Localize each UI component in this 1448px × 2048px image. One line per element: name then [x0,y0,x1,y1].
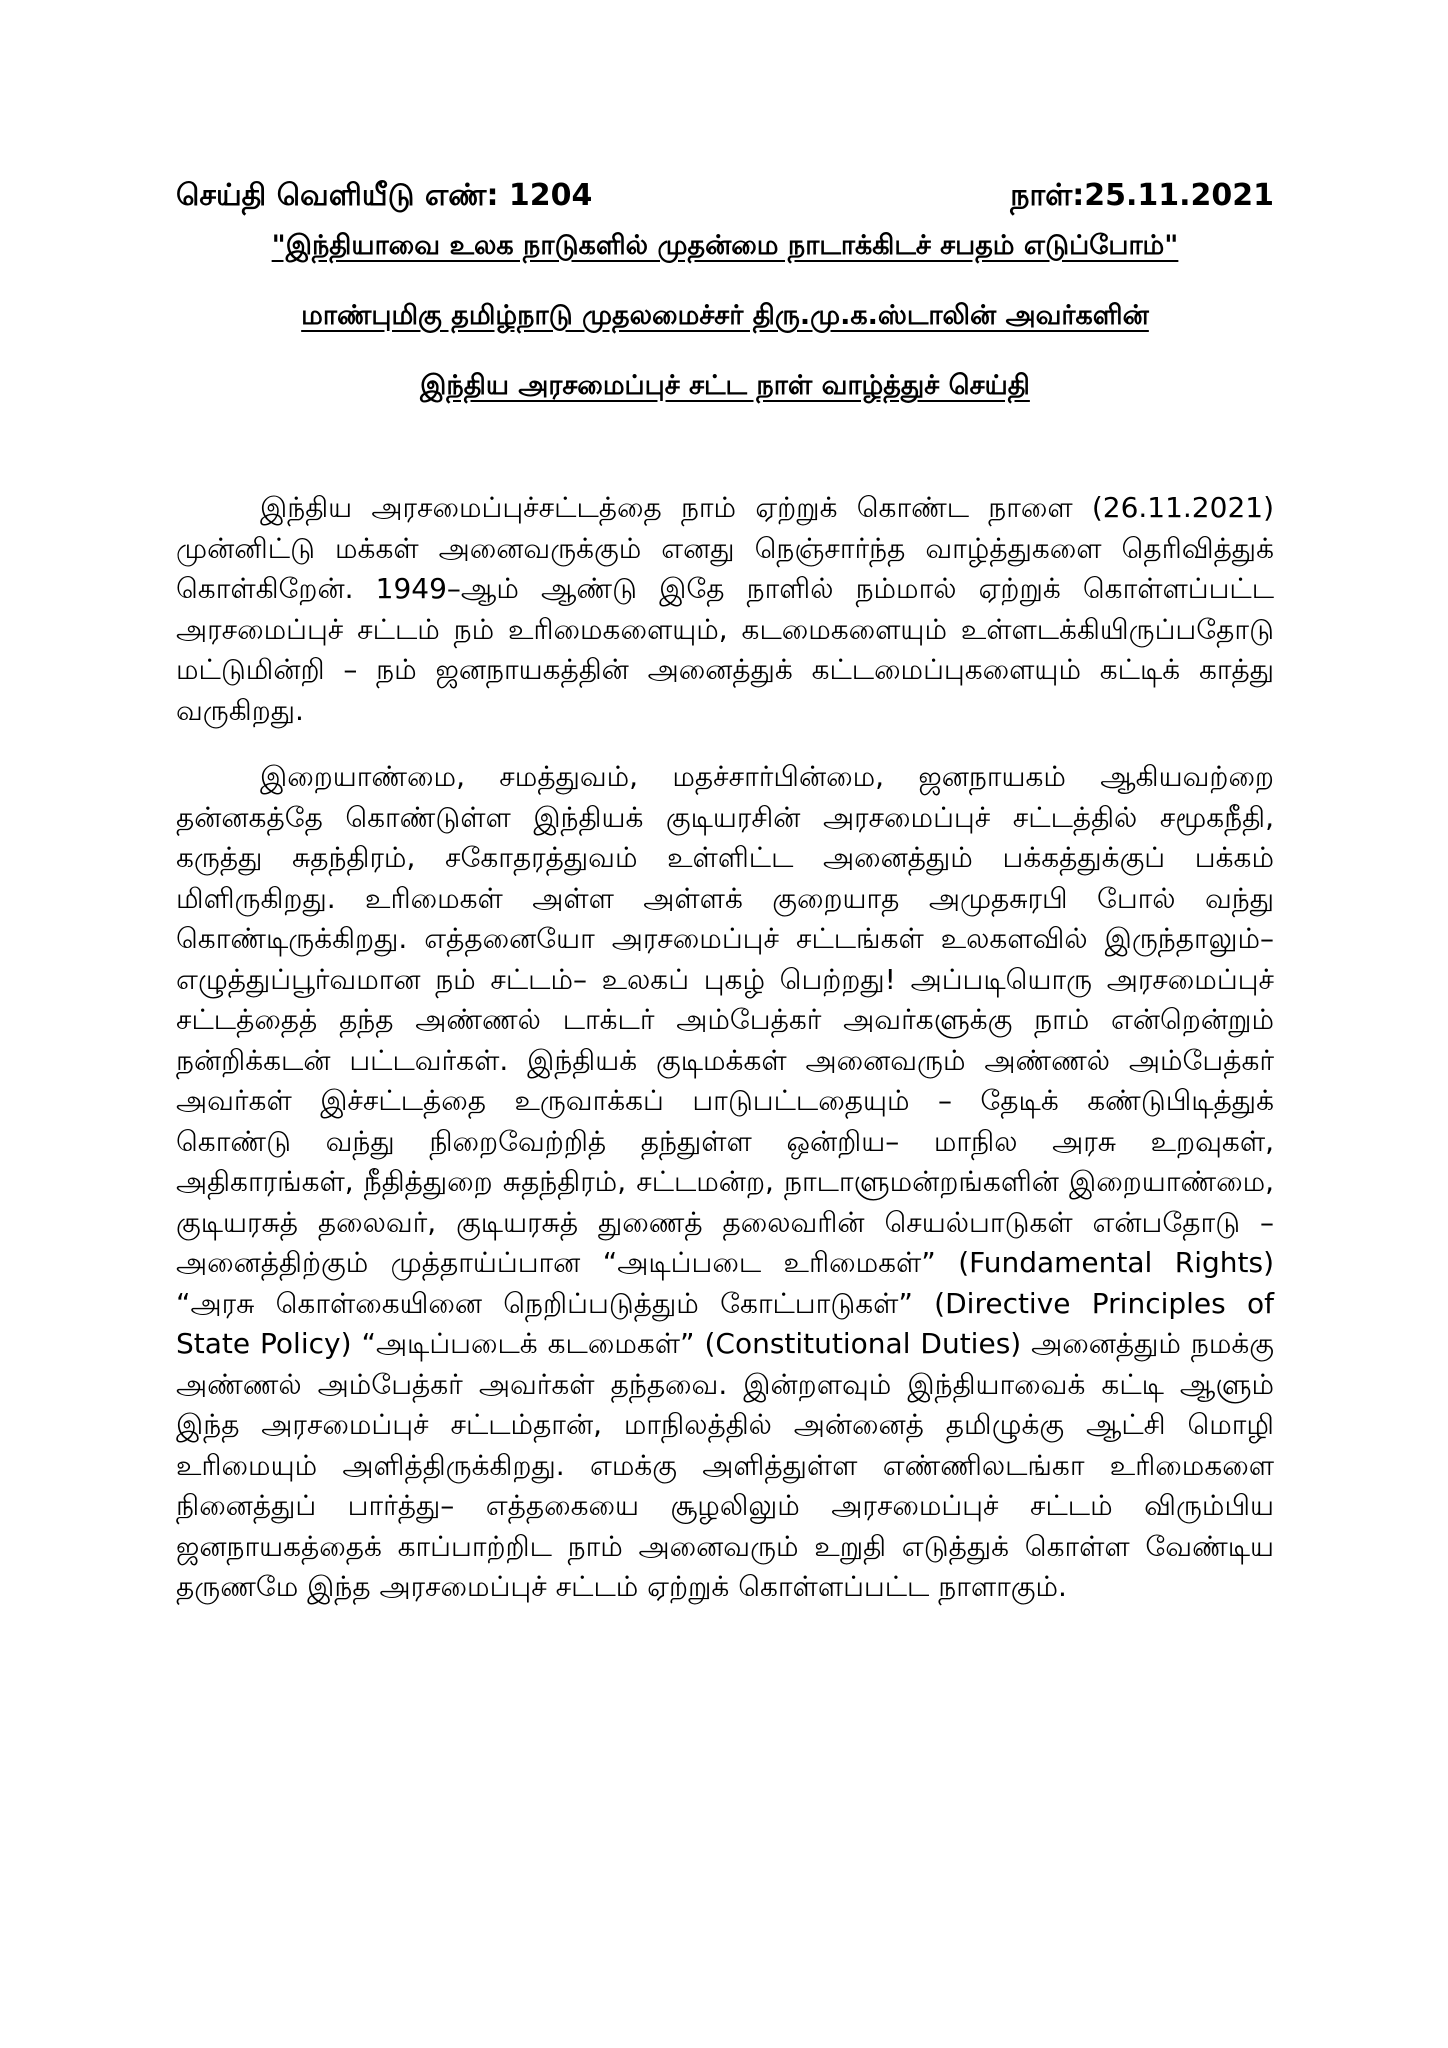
headline-quote: "இந்தியாவை உலக நாடுகளில் முதன்மை நாடாக்கிடச் சபதம் எடுப்போம்" [271,230,1179,261]
paragraph: இறையாண்மை, சமத்துவம், மதச்சார்பின்மை, ஜனநாயகம் ஆகியவற்றை தன்னகத்தே கொண்டுள்ள இந்தியக் குடியரசின் அரசமைப்புச் சட்டத்தில் சமூகநீதி, கருத்து சுதந்திரம், சகோதரத்துவம் உள்ளிட்ட அனைத்தும் பக்கத்துக்குப் பக்கம் மிளிருகிறது. உரிமைகள் அள்ள அள்ளக் குறையாத அமுதசுரபி போல் வந்து கொண்டிருக்கிறது. எத்தனையோ அரசமைப்புச் சட்டங்கள் உலகளவில் இருந்தாலும்– எழுத்துப்பூர்வமான நம் சட்டம்– உலகப் புகழ் பெற்றது! அப்படியொரு அரசமைப்புச் சட்டத்தைத் தந்த அண்ணல் டாக்டர் அம்பேத்கர் அவர்களுக்கு நாம் என்றென்றும் நன்றிக்கடன் பட்டவர்கள். இந்தியக் குடிமக்கள் அனைவரும் அண்ணல் அம்பேத்கர் அவர்கள் இச்சட்டத்தை உருவாக்கப் பாடுபட்டதையும் – தேடிக் கண்டுபிடித்துக் கொண்டு வந்து நிறைவேற்றித் தந்துள்ள ஒன்றிய– மாநில அரசு உறவுகள், அதிகாரங்கள், நீதித்துறை சுதந்திரம், சட்டமன்ற, நாடாளுமன்றங்களின் இறையாண்மை, குடியரசுத் தலைவர், குடியரசுத் துணைத் தலைவரின் செயல்பாடுகள் என்பதோடு – அனைத்திற்கும் முத்தாய்ப்பான “அடிப்படை உரிமைகள்” (Fundamental Rights) “அரசு கொள்கையினை நெறிப்படுத்தும் கோட்பாடுகள்” (Directive Principles of State Policy) “அடிப்படைக் கடமைகள்” (Constitutional Duties) அனைத்தும் நமக்கு அண்ணல் அம்பேத்கர் அவர்கள் தந்தவை. இன்றளவும் இந்தியாவைக் கட்டி ஆளும் இந்த அரசமைப்புச் சட்டம்தான், மாநிலத்தில் அன்னைத் தமிழுக்கு ஆட்சி மொழி உரிமையும் அளித்திருக்கிறது. எமக்கு அளித்துள்ள எண்ணிலடங்கா உரிமைகளை நினைத்துப் பார்த்து– எத்தகையை சூழலிலும் அரசமைப்புச் சட்டம் விரும்பிய ஜனநாயகத்தைக் காப்பாற்றிட நாம் அனைவரும் உறுதி எடுத்துக் கொள்ள வேண்டிய தருணமே இந்த அரசமைப்புச் சட்டம் ஏற்றுக் கொள்ளப்பட்ட நாளாகும். [176,760,1274,1603]
headline-subject: இந்திய அரசமைப்புச் சட்ட நாள் வாழ்த்துச் செய்தி [420,370,1030,401]
release-number: செய்தி வெளியீடு எண்: 1204 [176,178,593,213]
message-body [176,488,1274,1634]
headline-author: மாண்புமிகு தமிழ்நாடு முதலமைச்சர் திரு.மு.க.ஸ்டாலின் அவர்களின் [301,300,1149,331]
paragraph: இந்திய அரசமைப்புச்சட்டத்தை நாம் ஏற்றுக் கொண்ட நாளை (26.11.2021) முன்னிட்டு மக்கள் அனைவருக்கும் எனது நெஞ்சார்ந்த வாழ்த்துகளை தெரிவித்துக் கொள்கிறேன். 1949–ஆம் ஆண்டு இதே நாளில் நம்மால் ஏற்றுக் கொள்ளப்பட்ட அரசமைப்புச் சட்டம் நம் உரிமைகளையும், கடமைகளையும் உள்ளடக்கியிருப்பதோடு மட்டுமின்றி – நம் ஜனநாயகத்தின் அனைத்துக் கட்டமைப்புகளையும் கட்டிக் காத்து வருகிறது. [176,491,1274,727]
press-release-header [176,176,1274,216]
title-block [176,226,1274,436]
release-date: நாள்:25.11.2021 [1010,178,1274,213]
